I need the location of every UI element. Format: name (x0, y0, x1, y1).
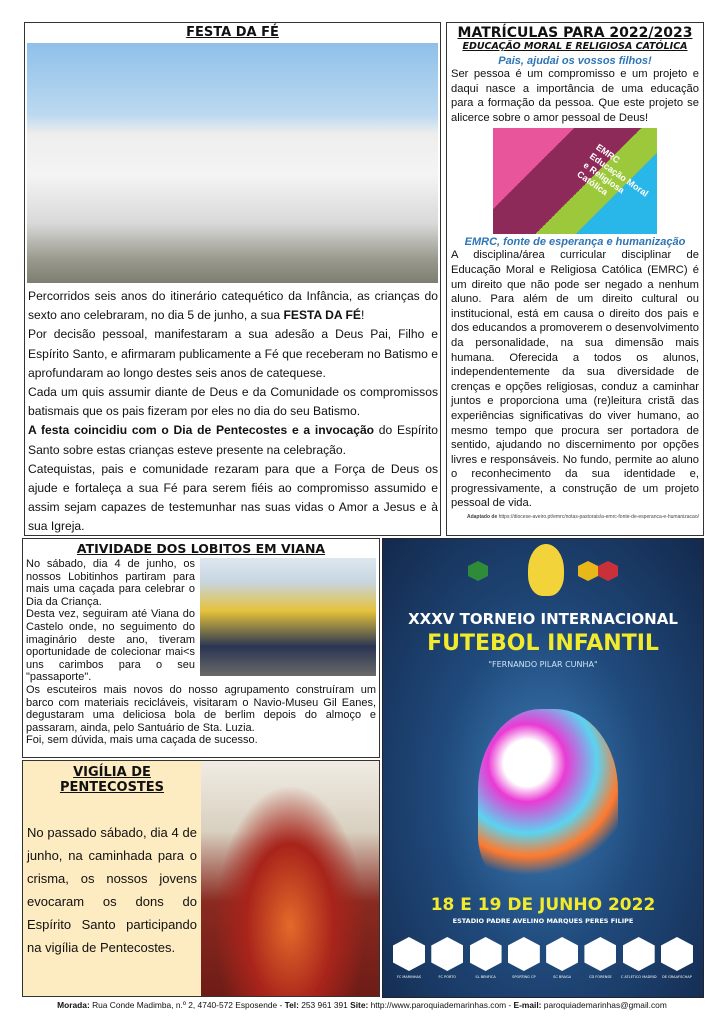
subheading: EMRC, fonte de esperança e humanização (464, 236, 686, 249)
paragraph (28, 325, 438, 383)
address: Rua Conde Madimba, n.º 2, 4740-572 Esposende - (89, 1000, 285, 1010)
paragraph (28, 383, 438, 421)
tournament-poster (382, 538, 704, 998)
paragraph-post: do Espírito Santo sobre estas crianças esteve presente na celebração. (28, 423, 438, 457)
paragraph-pre: Cada um quis assumir diante de Deus e da Comunidade os compromissos batismais que os pais fizeram por eles no dia do seu Batismo. (28, 385, 438, 419)
poster-heading (383, 609, 703, 671)
article-title: MATRÍCULAS PARA 2022/2023 (457, 25, 693, 41)
lobitos-article (22, 538, 380, 758)
paragraph (28, 421, 438, 459)
team-logo (582, 937, 618, 980)
team-crest-icon (393, 937, 425, 971)
team-name: SC BRAGA (553, 975, 572, 979)
article-title: FESTA DA FÉ (186, 25, 279, 40)
article-body (28, 287, 438, 537)
vigilia-article (22, 760, 380, 997)
source-url[interactable]: https://diocese-aveiro.pt/emrc/notas-pastorais/a-emrc-fonte-de-esperanca-e-humanizacao/ (498, 514, 699, 521)
team-logo (391, 937, 427, 980)
team-crest-icon (470, 937, 502, 971)
article-body (23, 556, 379, 747)
team-crest-icon (508, 937, 540, 971)
source-label: Adaptado de (466, 514, 498, 521)
emrc-logo (493, 128, 657, 234)
poster-date: 18 E 19 DE JUNHO 2022 (430, 895, 656, 915)
address-label: Morada: (57, 1000, 90, 1010)
paragraph (28, 460, 438, 537)
source-note (447, 511, 703, 520)
poster-venue: ESTADIO PADRE AVELINO MARQUES PERES FILIPE (452, 917, 634, 925)
spain-flag-icon (578, 561, 598, 581)
netherlands-flag-icon (598, 561, 618, 581)
team-logo (621, 937, 657, 980)
paragraph: No sábado, dia 4 de junho, os nossos Lobitinhos partiram para mais uma caçada para celebrar o Dia da Criança. (26, 558, 195, 608)
team-logo (429, 937, 465, 980)
paragraph-bold: A festa coincidiu com o Dia de Pentecostes e a invocação (28, 423, 375, 438)
site-link[interactable]: http://www.paroquiademarinhas.com - (368, 1000, 514, 1010)
team-logos (391, 937, 695, 980)
vigil-candles-photo (201, 761, 379, 996)
poster-line1: XXXV TORNEIO INTERNACIONAL (408, 610, 678, 628)
tagline: Pais, ajudai os vossos filhos! (498, 55, 652, 67)
site-label: Site: (350, 1000, 369, 1010)
logo-text: EMRC Educação Moral e Religiosa Católica (575, 142, 651, 200)
intro-text: Ser pessoa é um compromisso e um projeto e daqui nasce a importância de uma educação para a formação da pessoa. Que este projeto se alicerce sobre o amor pessoal de Deus! (451, 68, 699, 124)
team-logo (468, 937, 504, 980)
footer (0, 1000, 724, 1011)
email-label: E-mail: (513, 1000, 542, 1010)
team-crest-icon (546, 937, 578, 971)
team-name: SPORTING CP (512, 975, 536, 979)
team-name: CD FORENSE (589, 975, 612, 979)
paragraph: Desta vez, seguiram até Viana do Castelo onde, no seguimento do imaginário deste ano, tiveram oportunidade de colecionar mai<s uns carimbos para o seu "passaporte". (26, 608, 195, 684)
paragraph-bold: FESTA DA FÉ (283, 308, 361, 323)
team-name: SL BENFICA (475, 975, 496, 979)
tel: 253 961 391 (298, 1000, 351, 1010)
festa-da-fe-article (24, 22, 441, 536)
article-title: VIGÍLIA DE PENTECOSTES (59, 765, 165, 795)
article-subtitle: EDUCAÇÃO MORAL E RELIGIOSA CATÓLICA (462, 41, 688, 52)
poster-line2: FUTEBOL INFANTIL (427, 631, 659, 656)
poster-date-venue (383, 893, 703, 926)
paragraph-pre: Por decisão pessoal, manifestaram a sua adesão a Deus Pai, Filho e Espírito Santo, e afirmaram publicamente a Fé que receberam no Batismo e aprofundaram ao longo destes seis anos de catequese. (28, 327, 438, 380)
article-title: ATIVIDADE DOS LOBITOS EM VIANA (76, 541, 326, 556)
team-name: FC MARINHAS (396, 975, 422, 979)
country-flags (468, 561, 618, 581)
text-panel (23, 761, 201, 996)
team-crest-icon (661, 937, 693, 971)
paragraph (28, 287, 438, 325)
matriculas-article (446, 22, 704, 536)
paragraph-post: ! (360, 308, 365, 323)
paragraph: Foi, sem dúvida, mais uma caçada de sucesso. (26, 734, 258, 747)
team-crest-icon (584, 937, 616, 971)
email-link[interactable]: paroquiademarinhas@gmail.com (541, 1000, 667, 1010)
paragraph-pre: Catequistas, pais e comunidade rezaram para que a Força de Deus os ajude e fortaleça a sua Fé para serem fiéis ao compromisso assumido e assim sejam capazes de testemunhar nas suas vidas o Amor a Jesus e à sua Igreja. (28, 461, 438, 534)
team-name: C ATLETICO MADRID (620, 975, 657, 979)
team-name: FC PORTO (438, 975, 457, 979)
paragraph: Os escuteiros mais novos do nosso agrupamento construíram um barco com materiais recicláveis, visitaram o Navio-Museu Gil Eanes, degustaram uma deliciosa bola de berlim depois do almoço e passaram, ainda, pelo Santuário de Sta. Luzia. (26, 683, 376, 734)
group-photo (27, 43, 438, 283)
scouts-photo (200, 558, 376, 676)
article-body: No passado sábado, dia 4 de junho, na caminhada para o crisma, os nossos jovens evocaram os dons do Espírito Santo participando na vigília de Pentecostes. (27, 825, 197, 955)
portugal-flag-icon (468, 561, 488, 581)
team-name: DE GRAAFSCHAP (662, 975, 692, 979)
team-logo (659, 937, 695, 980)
football-player-illustration (478, 709, 618, 889)
team-logo (544, 937, 580, 980)
team-crest-icon (623, 937, 655, 971)
team-logo (506, 937, 542, 980)
poster-line3: "FERNANDO PILAR CUNHA" (488, 660, 598, 669)
team-crest-icon (431, 937, 463, 971)
tel-label: Tel: (284, 1000, 299, 1010)
article-body: A disciplina/área curricular disciplinar de Educação Moral e Religiosa Católica (EMRC) é um direito que não pode ser negado a nenhum aluno. Para além de um direito cultural ou institucional, está em causa o direito dos pais e dos educandos a promoverem o desenvolvimento da personalidade, na sua dimensão mais humana. Oferecida a todos os alunos, independentemente da sua diversidade de crenças e opções religiosas, conduz a caminhar juntos e proporciona uma (re)leitura cristã das experiências significativas do viver humano, ao mesmo tempo que procura ser portadora de sentido, ajudando no discernimento por opções livres e responsáveis. No fundo, permite ao aluno o reconhecimento da sua identidade e, progressivamente, a construção de um projeto pessoal de vida. (451, 249, 699, 510)
paragraph-pre: Percorridos seis anos do itinerário catequético da Infância, as crianças do sexto ano celebraram, no dia 5 de junho, a sua (28, 289, 438, 323)
